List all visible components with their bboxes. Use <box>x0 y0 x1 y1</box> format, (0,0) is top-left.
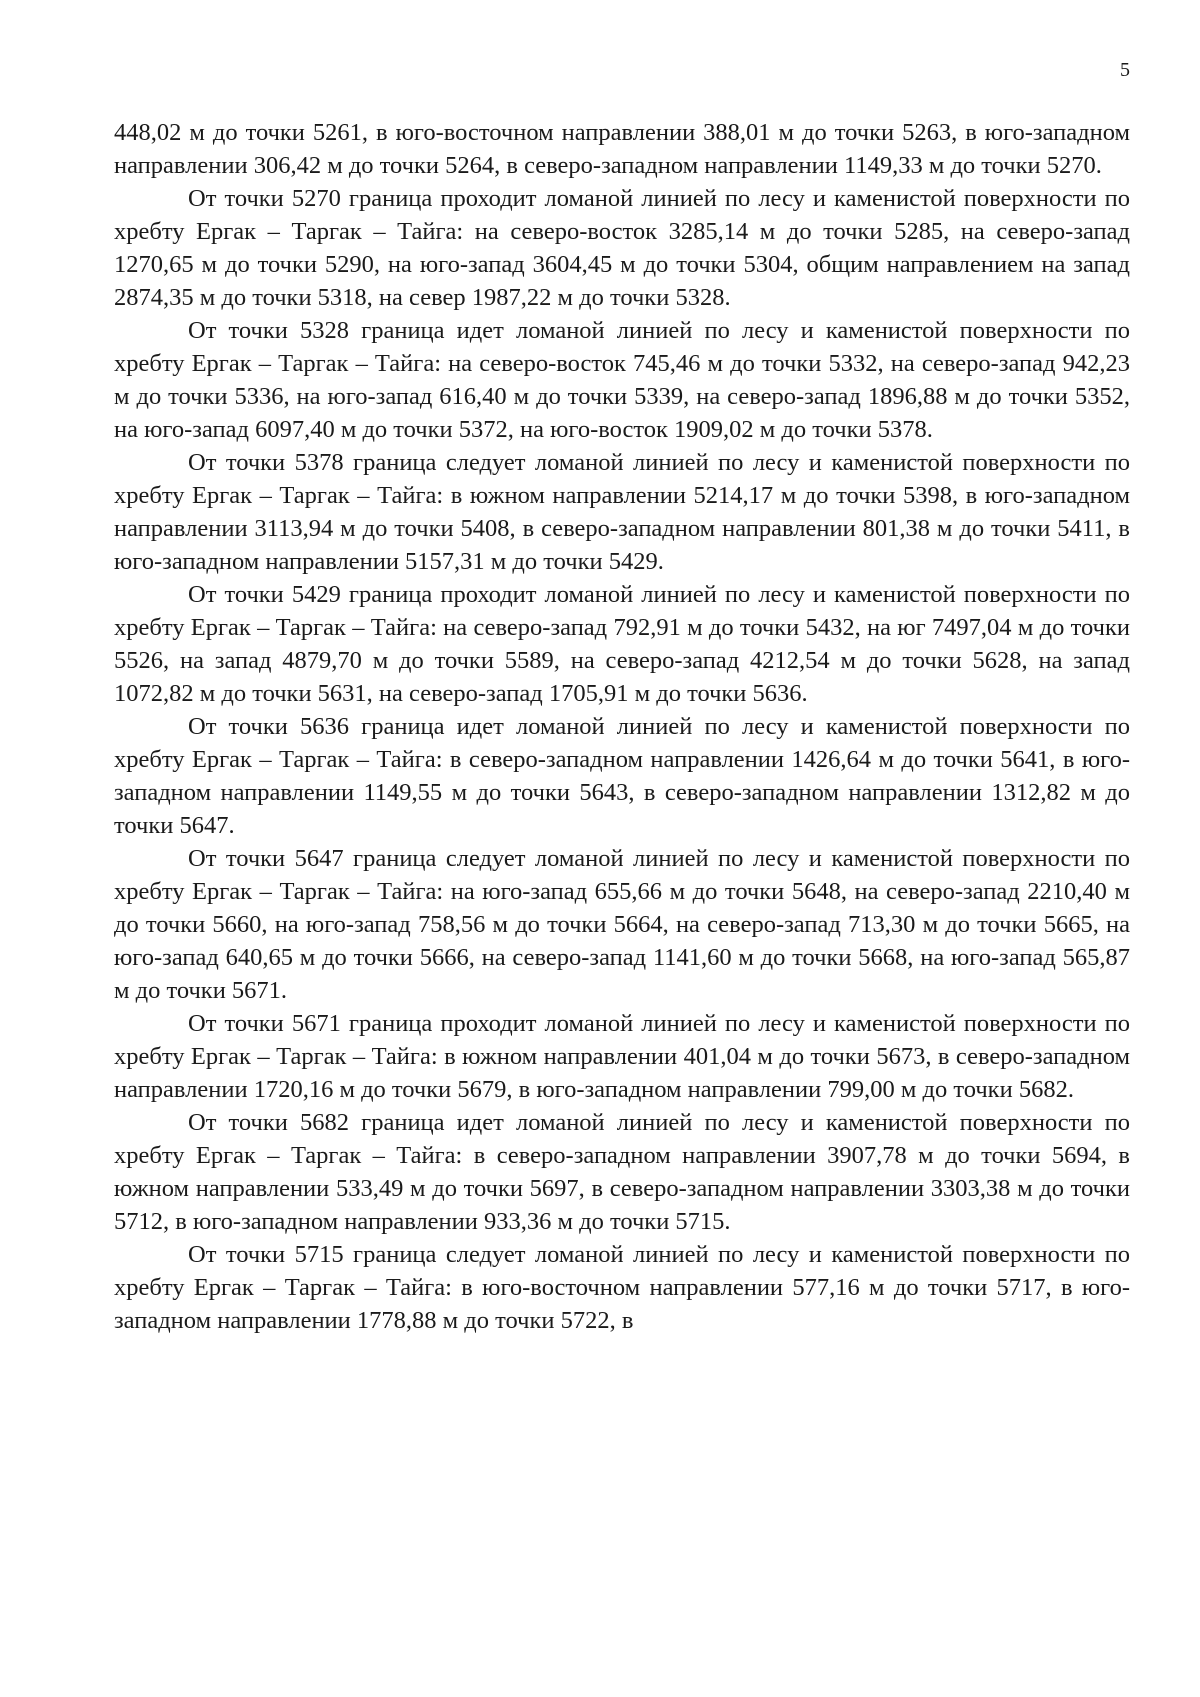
paragraph: От точки 5715 граница следует ломаной линией по лесу и каменистой поверхности по хребту Ергак – Таргак – Тайга: в юго-восточном направлении 577,16 м до точки 5717, в юго-западном направлении 1778,88 м до точки 5722, в <box>114 1241 1130 1334</box>
paragraph: От точки 5378 граница следует ломаной линией по лесу и каменистой поверхности по хребту Ергак – Таргак – Тайга: в южном направлении 5214,17 м до точки 5398, в юго-западном направлении 3113,94 м до точки 5408, в северо-западном направлении 801,38 м до точки 5411, в юго-западном направлении 5157,31 м до точки 5429. <box>114 449 1130 575</box>
paragraph: От точки 5682 граница идет ломаной линией по лесу и каменистой поверхности по хребту Ергак – Таргак – Тайга: в северо-западном направлении 3907,78 м до точки 5694, в южном направлении 533,49 м до точки 5697, в северо-западном направлении 3303,38 м до точки 5712, в юго-западном направлении 933,36 м до точки 5715. <box>114 1109 1130 1235</box>
paragraph: 448,02 м до точки 5261, в юго-восточном направлении 388,01 м до точки 5263, в юго-западном направлении 306,42 м до точки 5264, в северо-западном направлении 1149,33 м до точки 5270. <box>114 119 1130 179</box>
paragraph: От точки 5636 граница идет ломаной линией по лесу и каменистой поверхности по хребту Ергак – Таргак – Тайга: в северо-западном направлении 1426,64 м до точки 5641, в юго-западном направлении 1149,55 м до точки 5643, в северо-западном направлении 1312,82 м до точки 5647. <box>114 713 1130 839</box>
page-number: 5 <box>1120 59 1130 81</box>
document-body <box>114 116 1130 1337</box>
paragraph: От точки 5647 граница следует ломаной линией по лесу и каменистой поверхности по хребту Ергак – Таргак – Тайга: на юго-запад 655,66 м до точки 5648, на северо-запад 2210,40 м до точки 5660, на юго-запад 758,56 м до точки 5664, на северо-запад 713,30 м до точки 5665, на юго-запад 640,65 м до точки 5666, на северо-запад 1141,60 м до точки 5668, на юго-запад 565,87 м до точки 5671. <box>114 845 1130 1004</box>
paragraph: От точки 5671 граница проходит ломаной линией по лесу и каменистой поверхности по хребту Ергак – Таргак – Тайга: в южном направлении 401,04 м до точки 5673, в северо-западном направлении 1720,16 м до точки 5679, в юго-западном направлении 799,00 м до точки 5682. <box>114 1010 1130 1103</box>
paragraph: От точки 5328 граница идет ломаной линией по лесу и каменистой поверхности по хребту Ергак – Таргак – Тайга: на северо-восток 745,46 м до точки 5332, на северо-запад 942,23 м до точки 5336, на юго-запад 616,40 м до точки 5339, на северо-запад 1896,88 м до точки 5352, на юго-запад 6097,40 м до точки 5372, на юго-восток 1909,02 м до точки 5378. <box>114 317 1130 443</box>
paragraph: От точки 5270 граница проходит ломаной линией по лесу и каменистой поверхности по хребту Ергак – Таргак – Тайга: на северо-восток 3285,14 м до точки 5285, на северо-запад 1270,65 м до точки 5290, на юго-запад 3604,45 м до точки 5304, общим направлением на запад 2874,35 м до точки 5318, на север 1987,22 м до точки 5328. <box>114 185 1130 311</box>
paragraph: От точки 5429 граница проходит ломаной линией по лесу и каменистой поверхности по хребту Ергак – Таргак – Тайга: на северо-запад 792,91 м до точки 5432, на юг 7497,04 м до точки 5526, на запад 4879,70 м до точки 5589, на северо-запад 4212,54 м до точки 5628, на запад 1072,82 м до точки 5631, на северо-запад 1705,91 м до точки 5636. <box>114 581 1130 707</box>
